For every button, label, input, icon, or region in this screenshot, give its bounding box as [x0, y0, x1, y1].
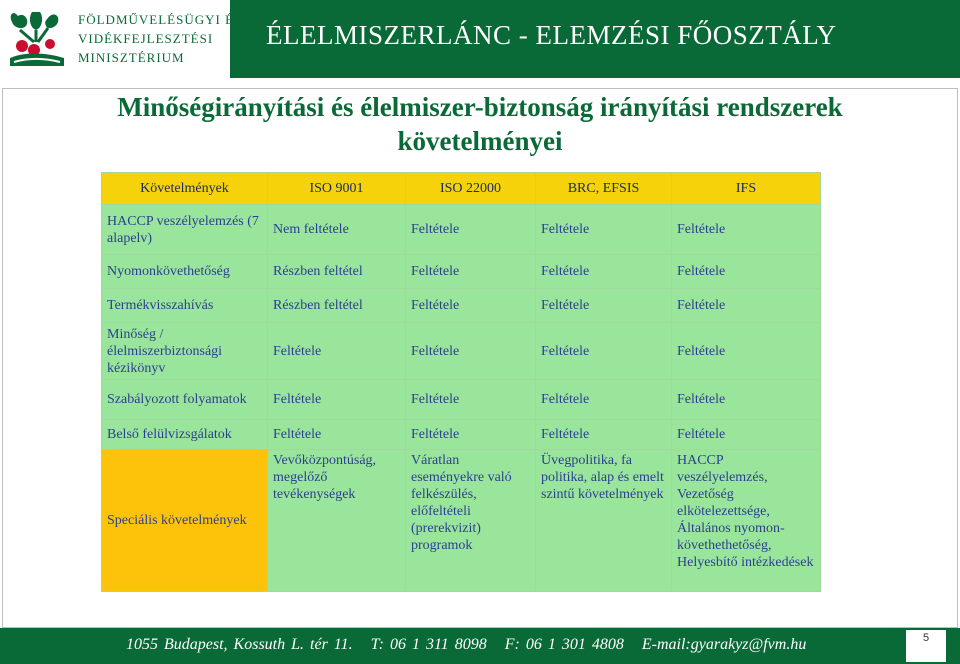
row-label-text: Speciális követelmények — [107, 513, 247, 528]
table-cell: Feltétele — [406, 323, 536, 380]
table-cell: Feltétele — [672, 323, 821, 380]
table-header-row — [102, 173, 821, 205]
table-cell: Váratlan eseményekre való felkészülés, előfeltételi (prerekvizit) programok — [406, 450, 536, 592]
row-label: Nyomonkövethetőség — [102, 255, 268, 289]
row-label: HACCP veszélyelemzés (7 alapelv) — [102, 205, 268, 255]
footer-contact: 1055 Budapest, Kossuth L. tér 11. T: 06 1 311 8098 F: 06 1 301 4808 E-mail:gyarakyz@fvm.hu — [126, 636, 807, 653]
page-title — [40, 90, 920, 158]
page-title-line-2: követelményei — [397, 126, 563, 156]
header-ifs: IFS — [672, 173, 821, 205]
table-cell: Nem feltétele — [268, 205, 406, 255]
table-cell: Feltétele — [406, 255, 536, 289]
row-label — [102, 450, 268, 592]
header-bar — [0, 0, 960, 78]
requirements-table — [101, 172, 821, 592]
ministry-line-2: VIDÉKFEJLESZTÉSI — [78, 31, 214, 46]
department-title: ÉLELMISZERLÁNC - ELEMZÉSI FŐOSZTÁLY — [266, 20, 837, 50]
ministry-line-1: FÖLDMŰVELÉSÜGYI ÉS — [78, 12, 243, 27]
table-row — [102, 289, 821, 323]
ministry-name — [78, 10, 243, 67]
table-cell: Feltétele — [536, 255, 672, 289]
ministry-line-3: MINISZTÉRIUM — [78, 50, 185, 65]
page-number: 5 — [906, 630, 946, 662]
table-cell: Üvegpolitika, fa politika, alap és emelt szintű követelmények — [536, 450, 672, 592]
row-label: Belső felülvizsgálatok — [102, 420, 268, 450]
tulip-cherry-logo-icon — [4, 8, 72, 70]
row-label: Minőség / élelmiszerbiztonsági kézikönyv — [102, 323, 268, 380]
table-cell: Feltétele — [672, 255, 821, 289]
table-cell: Feltétele — [268, 380, 406, 420]
row-label: Szabályozott folyamatok — [102, 380, 268, 420]
table-cell: Feltétele — [672, 420, 821, 450]
table-cell: Feltétele — [406, 289, 536, 323]
table-cell: Feltétele — [536, 380, 672, 420]
table-cell: Feltétele — [536, 323, 672, 380]
row-label: Termékvisszahívás — [102, 289, 268, 323]
header-brc-efsis: BRC, EFSIS — [536, 173, 672, 205]
table-cell: Részben feltétel — [268, 289, 406, 323]
header-requirements: Követelmények — [102, 173, 268, 205]
table-cell: Feltétele — [268, 323, 406, 380]
table-cell: Feltétele — [406, 380, 536, 420]
table-cell: Részben feltétel — [268, 255, 406, 289]
table-cell: Feltétele — [672, 289, 821, 323]
table-row — [102, 420, 821, 450]
table-cell: Feltétele — [672, 205, 821, 255]
table-cell: Feltétele — [406, 205, 536, 255]
table-row — [102, 255, 821, 289]
table-cell: Feltétele — [406, 420, 536, 450]
table-cell: Feltétele — [536, 420, 672, 450]
table-row-special — [102, 450, 821, 592]
table-row — [102, 205, 821, 255]
table-cell: Feltétele — [672, 380, 821, 420]
table-cell: Feltétele — [536, 205, 672, 255]
table-row — [102, 380, 821, 420]
footer-bar — [0, 628, 960, 664]
table-cell: Feltétele — [536, 289, 672, 323]
table-row — [102, 323, 821, 380]
table-cell: Feltétele — [268, 420, 406, 450]
table-cell: HACCP veszélyelemzés, Vezetőség elkötelezettsége, Általános nyomon-követhethetőség, Helyesbítő intézkedések — [672, 450, 821, 592]
ministry-logo — [0, 0, 243, 78]
header-iso-9001: ISO 9001 — [268, 173, 406, 205]
table-cell: Vevőközpontúság, megelőző tevékenységek — [268, 450, 406, 592]
page-title-line-1: Minőségirányítási és élelmiszer-biztonság irányítási rendszerek — [117, 92, 843, 122]
header-iso-22000: ISO 22000 — [406, 173, 536, 205]
